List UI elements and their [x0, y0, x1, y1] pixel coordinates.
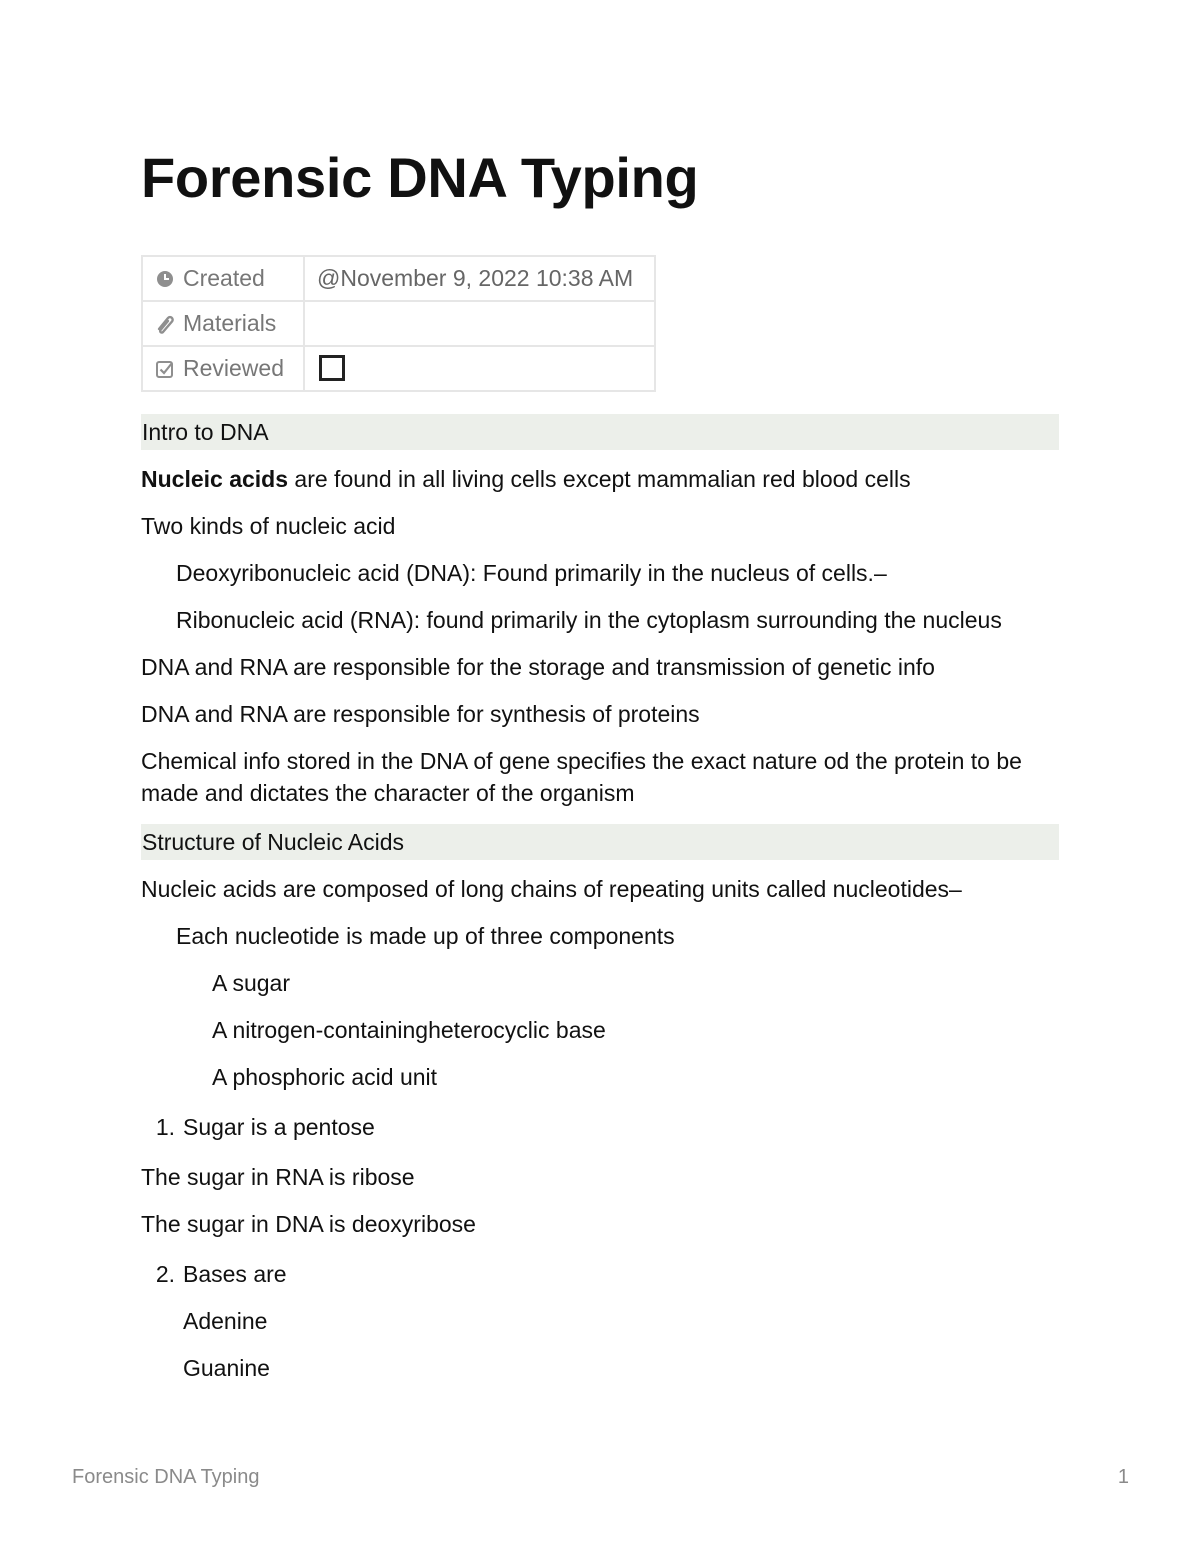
list-number: 2. — [155, 1261, 175, 1287]
properties-table — [141, 255, 656, 392]
paragraph-indented-2: A nitrogen-containingheterocyclic base — [212, 1017, 606, 1043]
property-label-created: Created — [183, 265, 265, 291]
paragraph-indented-2: A sugar — [212, 970, 290, 996]
list-subitem: Guanine — [183, 1355, 270, 1381]
property-key-created — [142, 256, 304, 301]
clock-icon — [155, 268, 175, 288]
paragraph: Chemical info stored in the DNA of gene specifies the exact nature od the protein to be made and dictates the character of the organism — [141, 748, 1022, 806]
footer-page-number: 1 — [1117, 1466, 1129, 1488]
footer-title: Forensic DNA Typing — [72, 1466, 260, 1488]
property-row-created — [142, 256, 655, 301]
property-value-reviewed — [304, 346, 655, 391]
checkbox-icon — [155, 358, 175, 378]
paragraph: The sugar in DNA is deoxyribose — [141, 1211, 476, 1237]
property-key-reviewed — [142, 346, 304, 391]
paperclip-icon — [155, 313, 175, 333]
list-item-text: Sugar is a pentose — [183, 1114, 375, 1140]
page-content — [141, 414, 1059, 1399]
property-label-reviewed: Reviewed — [183, 355, 284, 381]
paragraph-indented: Ribonucleic acid (RNA): found primarily in the cytoplasm surrounding the nucleus — [176, 607, 1002, 633]
list-number: 1. — [155, 1114, 175, 1140]
numbered-item — [141, 1111, 1059, 1143]
bold-term: Nucleic acids — [141, 466, 289, 492]
paragraph: DNA and RNA are responsible for the storage and transmission of genetic info — [141, 654, 935, 680]
section-heading-intro: Intro to DNA — [141, 414, 1059, 450]
section-heading-structure: Structure of Nucleic Acids — [141, 824, 1059, 860]
property-value-materials[interactable] — [304, 301, 655, 346]
paragraph: DNA and RNA are responsible for synthesis of proteins — [141, 701, 700, 727]
property-value-created[interactable]: @November 9, 2022 10:38 AM — [304, 256, 655, 301]
reviewed-checkbox[interactable] — [319, 355, 345, 381]
page-title: Forensic DNA Typing — [141, 146, 699, 209]
numbered-item — [141, 1258, 1059, 1290]
paragraph-indented: Each nucleotide is made up of three components — [176, 923, 675, 949]
list-item-text: Bases are — [183, 1261, 287, 1287]
paragraph: The sugar in RNA is ribose — [141, 1164, 415, 1190]
paragraph: Nucleic acids are composed of long chains of repeating units called nucleotides– — [141, 876, 962, 902]
property-row-materials — [142, 301, 655, 346]
property-key-materials — [142, 301, 304, 346]
property-row-reviewed — [142, 346, 655, 391]
list-subitem: Adenine — [183, 1308, 268, 1334]
paragraph-indented-2: A phosphoric acid unit — [212, 1064, 438, 1090]
paragraph-text: are found in all living cells except mammalian red blood cells — [288, 466, 911, 492]
paragraph-indented: Deoxyribonucleic acid (DNA): Found primarily in the nucleus of cells.– — [176, 560, 887, 586]
paragraph: Two kinds of nucleic acid — [141, 513, 396, 539]
paragraph — [141, 463, 1059, 495]
property-label-materials: Materials — [183, 310, 277, 336]
